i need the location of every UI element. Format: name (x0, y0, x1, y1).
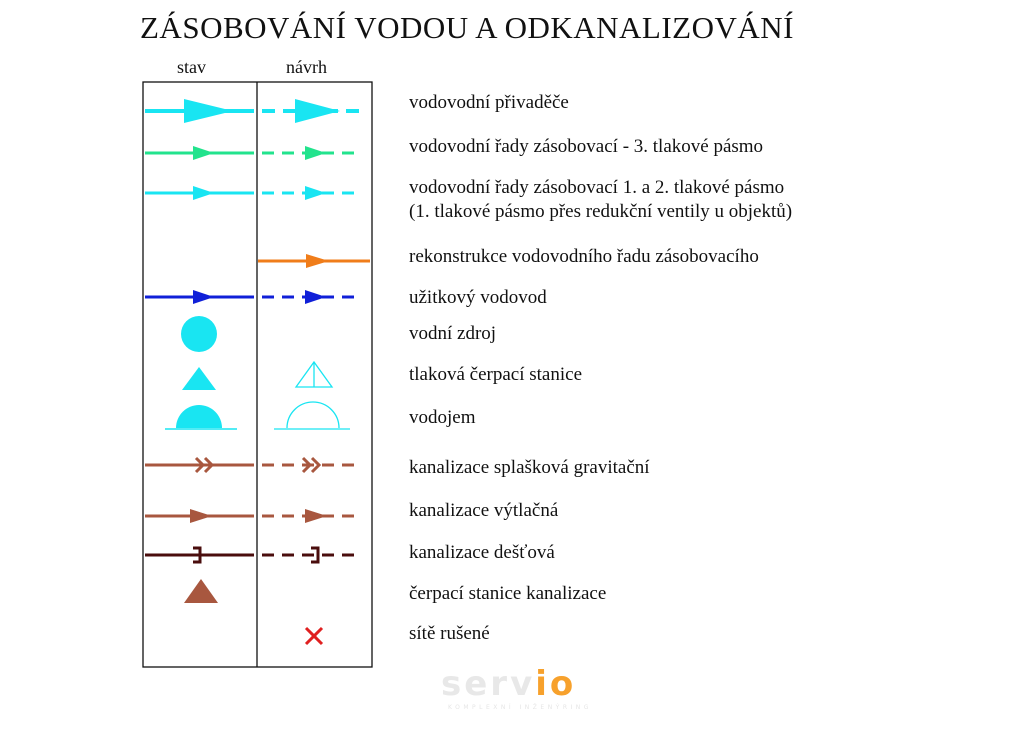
label-zone12: vodovodní řady zásobovací 1. a 2. tlakové pásmo (409, 177, 785, 198)
label-sewer-gravity: kanalizace splašková gravitační (409, 457, 650, 478)
symbol-utility-proposed (262, 290, 362, 304)
symbol-storm-existing (145, 548, 254, 562)
label-reconstruction: rekonstrukce vodovodního řadu zásobovacího (409, 246, 759, 267)
label-source: vodní zdroj (409, 323, 497, 344)
symbol-sewer-pressure-proposed (262, 509, 362, 523)
label-cancelled: sítě rušené (409, 623, 490, 644)
symbol-sewer-pressure-existing (145, 509, 254, 523)
symbol-sewer-pump-existing (184, 579, 218, 603)
logo-text-part1: serv (441, 664, 536, 704)
symbol-reservoir-existing (165, 405, 237, 429)
logo-subtitle: KOMPLEXNÍ INŽENÝRING (448, 704, 592, 711)
label-zone3: vodovodní řady zásobovací - 3. tlakové pásmo (409, 136, 764, 157)
symbol-sewer-gravity-existing (145, 458, 254, 472)
column-header-existing: stav (177, 57, 206, 77)
symbol-sewer-gravity-proposed (262, 458, 362, 472)
label-utility: užitkový vodovod (409, 287, 547, 308)
symbol-source-existing (181, 316, 217, 352)
logo-text-part2: io (535, 664, 577, 704)
symbol-storm-proposed (262, 548, 362, 562)
symbol-reservoir-proposed (274, 402, 350, 429)
label-zone12-note: (1. tlakové pásmo přes redukční ventily u objektů) (409, 201, 793, 222)
symbol-pump-existing (182, 367, 216, 390)
symbol-reconstruction-proposed (258, 254, 370, 268)
label-storm: kanalizace dešťová (409, 542, 555, 563)
symbol-zone3-existing (145, 146, 254, 160)
label-reservoir: vodojem (409, 407, 476, 428)
label-sewer-pressure: kanalizace výtlačná (409, 500, 559, 521)
legend-title: ZÁSOBOVÁNÍ VODOU A ODKANALIZOVÁNÍ (140, 10, 794, 45)
label-pump: tlaková čerpací stanice (409, 364, 583, 385)
symbol-pump-proposed (296, 362, 332, 387)
label-sewer-pump: čerpací stanice kanalizace (409, 583, 607, 604)
symbol-privadece-existing (145, 99, 254, 123)
symbol-utility-existing (145, 290, 254, 304)
symbol-cancelled-proposed (306, 628, 322, 644)
servio-logo (441, 664, 576, 704)
column-header-proposed: návrh (286, 57, 327, 77)
symbol-zone12-existing (145, 186, 254, 200)
label-privadece: vodovodní přivaděče (409, 92, 569, 113)
symbol-privadece-proposed (262, 99, 362, 123)
symbol-zone12-proposed (262, 186, 362, 200)
symbol-zone3-proposed (262, 146, 362, 160)
